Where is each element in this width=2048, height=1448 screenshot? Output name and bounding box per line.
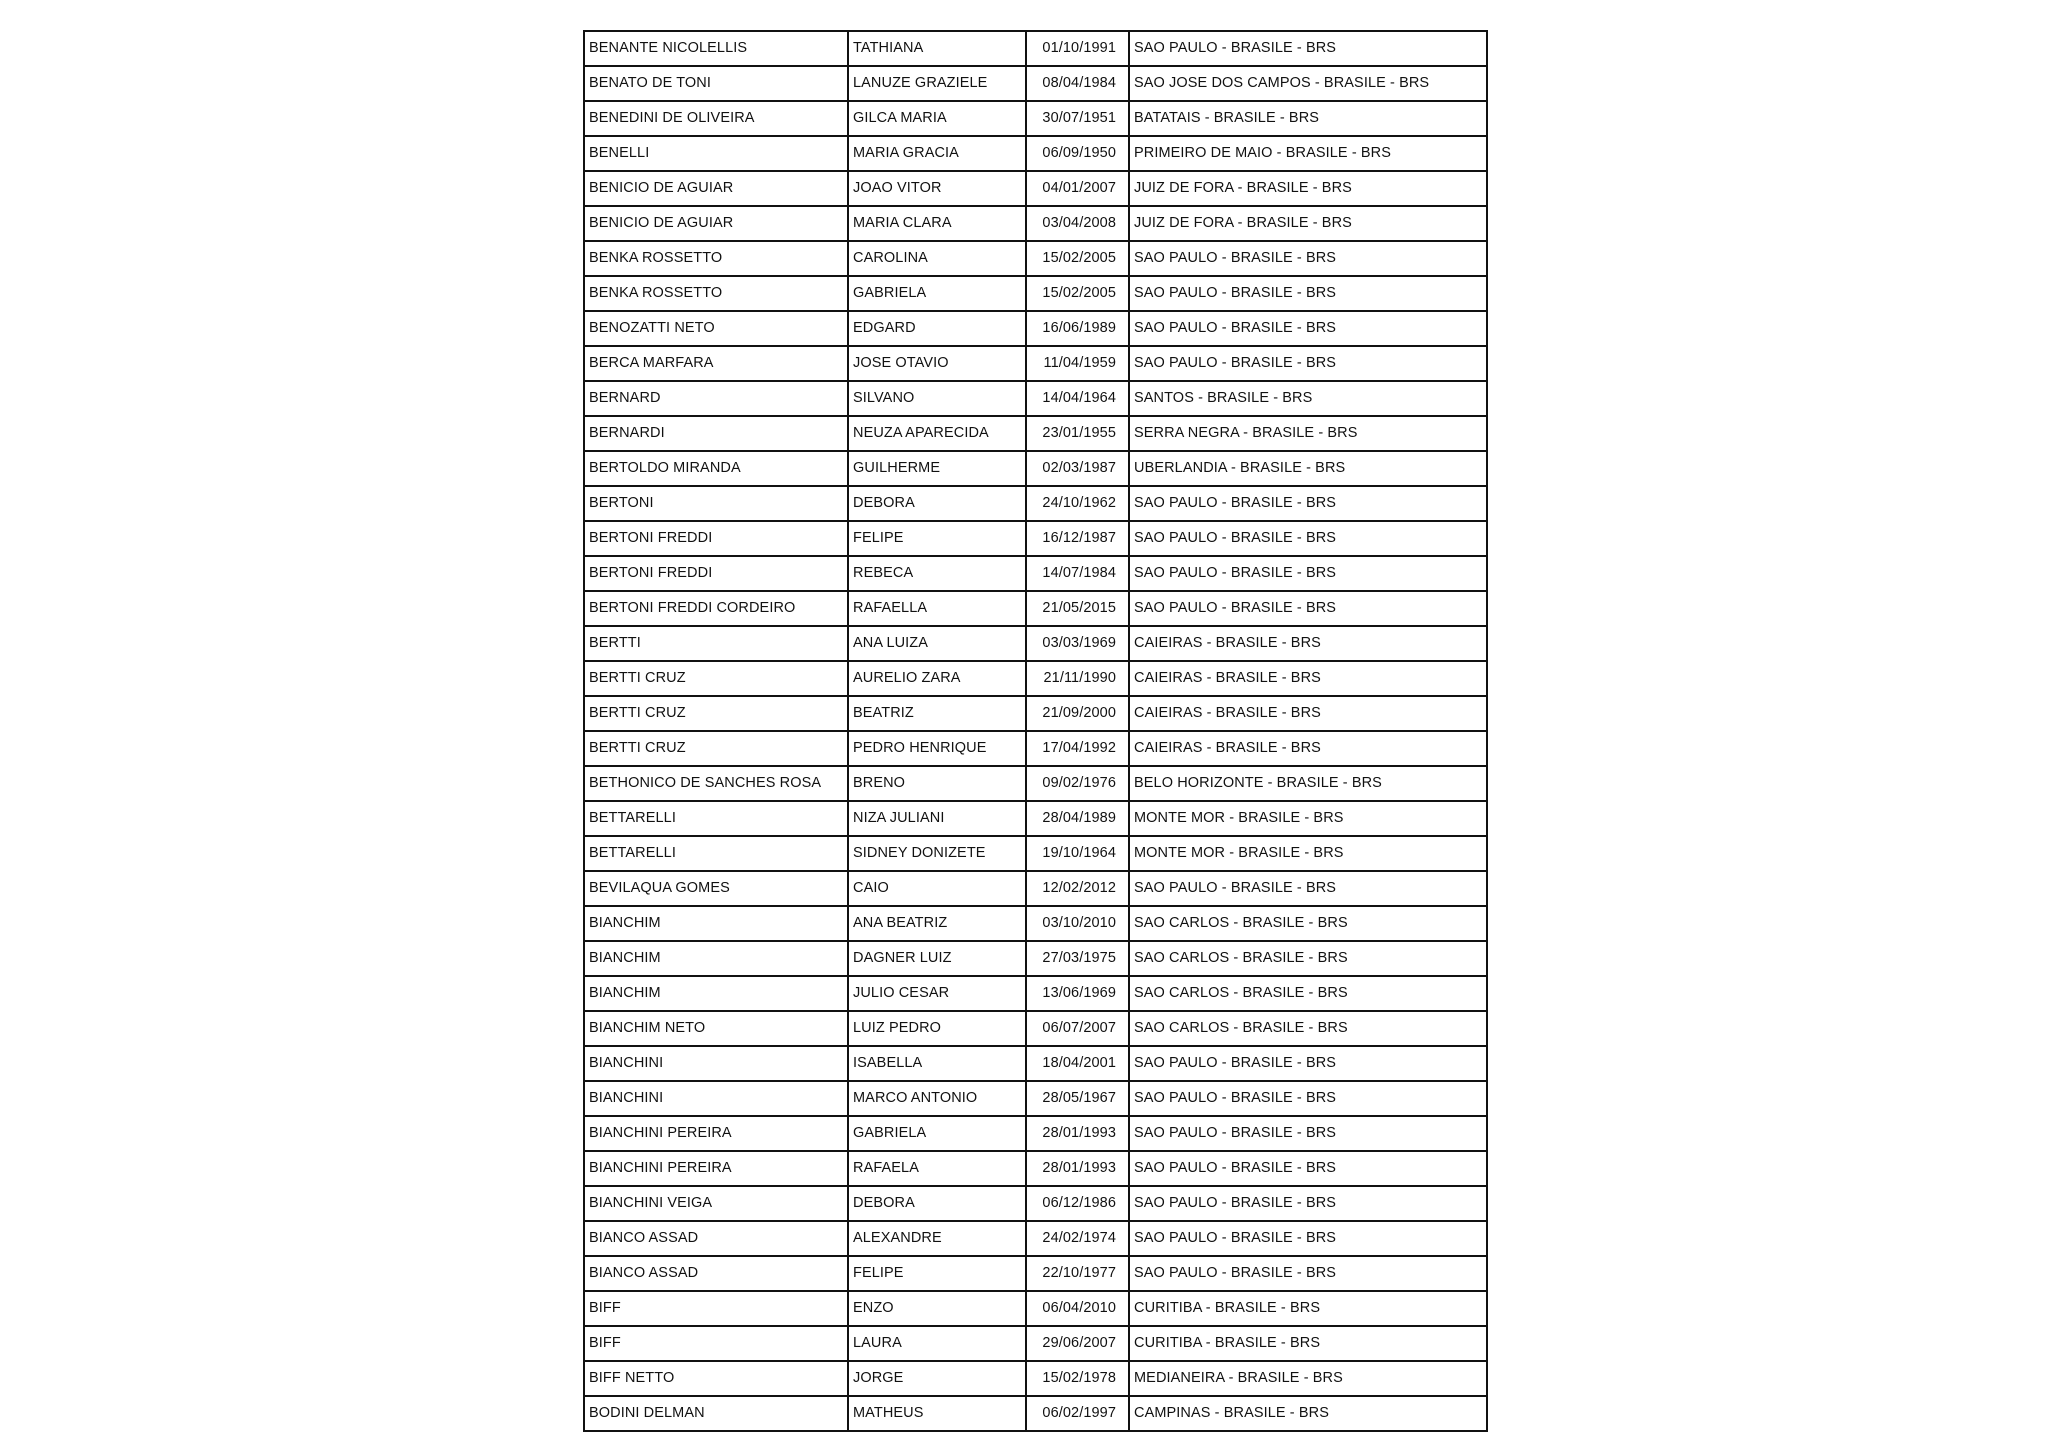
surname-cell: BODINI DELMAN — [584, 1396, 848, 1431]
surname-cell: BENICIO DE AGUIAR — [584, 206, 848, 241]
table-row — [584, 1186, 1487, 1221]
given-name-cell: ANA LUIZA — [848, 626, 1026, 661]
birthplace-cell: SAO PAULO - BRASILE - BRS — [1129, 241, 1487, 276]
birthplace-cell: SANTOS - BRASILE - BRS — [1129, 381, 1487, 416]
given-name-cell: BEATRIZ — [848, 696, 1026, 731]
birth-date-cell: 06/09/1950 — [1026, 136, 1129, 171]
birthplace-cell: BATATAIS - BRASILE - BRS — [1129, 101, 1487, 136]
birth-date-cell: 22/10/1977 — [1026, 1256, 1129, 1291]
table-row — [584, 1046, 1487, 1081]
surname-cell: BIFF — [584, 1326, 848, 1361]
table-row — [584, 1396, 1487, 1431]
surname-cell: BERTONI — [584, 486, 848, 521]
birth-date-cell: 06/12/1986 — [1026, 1186, 1129, 1221]
birth-date-cell: 16/12/1987 — [1026, 521, 1129, 556]
birth-date-cell: 02/03/1987 — [1026, 451, 1129, 486]
table-row — [584, 101, 1487, 136]
table-row — [584, 521, 1487, 556]
surname-cell: BERCA MARFARA — [584, 346, 848, 381]
table-row — [584, 346, 1487, 381]
given-name-cell: MARCO ANTONIO — [848, 1081, 1026, 1116]
given-name-cell: TATHIANA — [848, 31, 1026, 66]
given-name-cell: ANA BEATRIZ — [848, 906, 1026, 941]
surname-cell: BIANCHINI — [584, 1081, 848, 1116]
given-name-cell: NEUZA APARECIDA — [848, 416, 1026, 451]
surname-cell: BIANCHIM NETO — [584, 1011, 848, 1046]
table-row — [584, 836, 1487, 871]
surname-cell: BETTARELLI — [584, 801, 848, 836]
surname-cell: BIANCO ASSAD — [584, 1256, 848, 1291]
table-row — [584, 696, 1487, 731]
surname-cell: BERNARDI — [584, 416, 848, 451]
table-row — [584, 731, 1487, 766]
table-row — [584, 486, 1487, 521]
birth-date-cell: 03/03/1969 — [1026, 626, 1129, 661]
birth-date-cell: 11/04/1959 — [1026, 346, 1129, 381]
birthplace-cell: UBERLANDIA - BRASILE - BRS — [1129, 451, 1487, 486]
given-name-cell: CAROLINA — [848, 241, 1026, 276]
birth-date-cell: 27/03/1975 — [1026, 941, 1129, 976]
birthplace-cell: PRIMEIRO DE MAIO - BRASILE - BRS — [1129, 136, 1487, 171]
given-name-cell: LAURA — [848, 1326, 1026, 1361]
surname-cell: BENKA ROSSETTO — [584, 241, 848, 276]
surname-cell: BENICIO DE AGUIAR — [584, 171, 848, 206]
table-row — [584, 381, 1487, 416]
birthplace-cell: MEDIANEIRA - BRASILE - BRS — [1129, 1361, 1487, 1396]
given-name-cell: ALEXANDRE — [848, 1221, 1026, 1256]
table-row — [584, 276, 1487, 311]
table-row — [584, 171, 1487, 206]
birthplace-cell: SAO PAULO - BRASILE - BRS — [1129, 521, 1487, 556]
surname-cell: BERTTI CRUZ — [584, 661, 848, 696]
surname-cell: BIANCHIM — [584, 976, 848, 1011]
birth-date-cell: 13/06/1969 — [1026, 976, 1129, 1011]
birthplace-cell: SAO PAULO - BRASILE - BRS — [1129, 1186, 1487, 1221]
given-name-cell: RAFAELLA — [848, 591, 1026, 626]
birth-date-cell: 28/05/1967 — [1026, 1081, 1129, 1116]
table-row — [584, 871, 1487, 906]
surname-cell: BERTONI FREDDI — [584, 521, 848, 556]
table-row — [584, 906, 1487, 941]
birthplace-cell: CAIEIRAS - BRASILE - BRS — [1129, 626, 1487, 661]
surname-cell: BENKA ROSSETTO — [584, 276, 848, 311]
birth-date-cell: 14/07/1984 — [1026, 556, 1129, 591]
given-name-cell: RAFAELA — [848, 1151, 1026, 1186]
table-row — [584, 626, 1487, 661]
surname-cell: BIANCHINI — [584, 1046, 848, 1081]
given-name-cell: LUIZ PEDRO — [848, 1011, 1026, 1046]
given-name-cell: SILVANO — [848, 381, 1026, 416]
surname-cell: BENOZATTI NETO — [584, 311, 848, 346]
document-page — [583, 30, 1486, 1432]
surname-cell: BENATO DE TONI — [584, 66, 848, 101]
birth-date-cell: 21/11/1990 — [1026, 661, 1129, 696]
given-name-cell: AURELIO ZARA — [848, 661, 1026, 696]
given-name-cell: MATHEUS — [848, 1396, 1026, 1431]
birth-date-cell: 28/01/1993 — [1026, 1151, 1129, 1186]
table-row — [584, 801, 1487, 836]
surname-cell: BENEDINI DE OLIVEIRA — [584, 101, 848, 136]
table-row — [584, 241, 1487, 276]
table-row — [584, 1081, 1487, 1116]
given-name-cell: JULIO CESAR — [848, 976, 1026, 1011]
birthplace-cell: SAO CARLOS - BRASILE - BRS — [1129, 976, 1487, 1011]
given-name-cell: FELIPE — [848, 1256, 1026, 1291]
surname-cell: BEVILAQUA GOMES — [584, 871, 848, 906]
birth-date-cell: 18/04/2001 — [1026, 1046, 1129, 1081]
given-name-cell: GUILHERME — [848, 451, 1026, 486]
birthplace-cell: SAO CARLOS - BRASILE - BRS — [1129, 941, 1487, 976]
table-row — [584, 556, 1487, 591]
birthplace-cell: SAO PAULO - BRASILE - BRS — [1129, 556, 1487, 591]
birth-date-cell: 06/07/2007 — [1026, 1011, 1129, 1046]
given-name-cell: DAGNER LUIZ — [848, 941, 1026, 976]
birth-date-cell: 03/10/2010 — [1026, 906, 1129, 941]
given-name-cell: NIZA JULIANI — [848, 801, 1026, 836]
surname-cell: BIFF — [584, 1291, 848, 1326]
birth-date-cell: 06/04/2010 — [1026, 1291, 1129, 1326]
birth-date-cell: 15/02/2005 — [1026, 276, 1129, 311]
birth-date-cell: 16/06/1989 — [1026, 311, 1129, 346]
birth-date-cell: 21/09/2000 — [1026, 696, 1129, 731]
birth-date-cell: 09/02/1976 — [1026, 766, 1129, 801]
birth-date-cell: 24/02/1974 — [1026, 1221, 1129, 1256]
surname-cell: BERTONI FREDDI — [584, 556, 848, 591]
birthplace-cell: CURITIBA - BRASILE - BRS — [1129, 1291, 1487, 1326]
table-row — [584, 136, 1487, 171]
table-row — [584, 206, 1487, 241]
given-name-cell: FELIPE — [848, 521, 1026, 556]
birth-date-cell: 14/04/1964 — [1026, 381, 1129, 416]
birthplace-cell: CURITIBA - BRASILE - BRS — [1129, 1326, 1487, 1361]
given-name-cell: GABRIELA — [848, 1116, 1026, 1151]
birthplace-cell: CAIEIRAS - BRASILE - BRS — [1129, 731, 1487, 766]
birthplace-cell: MONTE MOR - BRASILE - BRS — [1129, 801, 1487, 836]
birthplace-cell: JUIZ DE FORA - BRASILE - BRS — [1129, 171, 1487, 206]
birthplace-cell: SAO PAULO - BRASILE - BRS — [1129, 1116, 1487, 1151]
surname-cell: BIANCHINI VEIGA — [584, 1186, 848, 1221]
given-name-cell: PEDRO HENRIQUE — [848, 731, 1026, 766]
given-name-cell: REBECA — [848, 556, 1026, 591]
given-name-cell: DEBORA — [848, 486, 1026, 521]
surname-cell: BENANTE NICOLELLIS — [584, 31, 848, 66]
birthplace-cell: SERRA NEGRA - BRASILE - BRS — [1129, 416, 1487, 451]
surname-cell: BERTTI — [584, 626, 848, 661]
birth-date-cell: 19/10/1964 — [1026, 836, 1129, 871]
surname-cell: BIFF NETTO — [584, 1361, 848, 1396]
table-row — [584, 976, 1487, 1011]
given-name-cell: MARIA CLARA — [848, 206, 1026, 241]
surname-cell: BERNARD — [584, 381, 848, 416]
table-row — [584, 1361, 1487, 1396]
birthplace-cell: SAO PAULO - BRASILE - BRS — [1129, 871, 1487, 906]
surname-cell: BIANCO ASSAD — [584, 1221, 848, 1256]
surname-cell: BIANCHIM — [584, 906, 848, 941]
table-row — [584, 1011, 1487, 1046]
given-name-cell: SIDNEY DONIZETE — [848, 836, 1026, 871]
birth-date-cell: 15/02/2005 — [1026, 241, 1129, 276]
birth-date-cell: 29/06/2007 — [1026, 1326, 1129, 1361]
birth-date-cell: 28/04/1989 — [1026, 801, 1129, 836]
birthplace-cell: CAIEIRAS - BRASILE - BRS — [1129, 696, 1487, 731]
birthplace-cell: SAO JOSE DOS CAMPOS - BRASILE - BRS — [1129, 66, 1487, 101]
birthplace-cell: MONTE MOR - BRASILE - BRS — [1129, 836, 1487, 871]
birthplace-cell: CAIEIRAS - BRASILE - BRS — [1129, 661, 1487, 696]
given-name-cell: GABRIELA — [848, 276, 1026, 311]
birthplace-cell: BELO HORIZONTE - BRASILE - BRS — [1129, 766, 1487, 801]
records-table — [583, 30, 1488, 1432]
birthplace-cell: SAO CARLOS - BRASILE - BRS — [1129, 906, 1487, 941]
surname-cell: BERTONI FREDDI CORDEIRO — [584, 591, 848, 626]
birthplace-cell: CAMPINAS - BRASILE - BRS — [1129, 1396, 1487, 1431]
birth-date-cell: 30/07/1951 — [1026, 101, 1129, 136]
surname-cell: BERTTI CRUZ — [584, 731, 848, 766]
given-name-cell: CAIO — [848, 871, 1026, 906]
table-row — [584, 311, 1487, 346]
birthplace-cell: SAO PAULO - BRASILE - BRS — [1129, 1046, 1487, 1081]
table-row — [584, 661, 1487, 696]
birth-date-cell: 21/05/2015 — [1026, 591, 1129, 626]
birth-date-cell: 15/02/1978 — [1026, 1361, 1129, 1396]
birthplace-cell: SAO PAULO - BRASILE - BRS — [1129, 1221, 1487, 1256]
birthplace-cell: SAO CARLOS - BRASILE - BRS — [1129, 1011, 1487, 1046]
birthplace-cell: SAO PAULO - BRASILE - BRS — [1129, 486, 1487, 521]
birth-date-cell: 06/02/1997 — [1026, 1396, 1129, 1431]
given-name-cell: DEBORA — [848, 1186, 1026, 1221]
given-name-cell: EDGARD — [848, 311, 1026, 346]
birthplace-cell: JUIZ DE FORA - BRASILE - BRS — [1129, 206, 1487, 241]
birth-date-cell: 03/04/2008 — [1026, 206, 1129, 241]
surname-cell: BENELLI — [584, 136, 848, 171]
given-name-cell: JORGE — [848, 1361, 1026, 1396]
birthplace-cell: SAO PAULO - BRASILE - BRS — [1129, 31, 1487, 66]
table-row — [584, 1256, 1487, 1291]
table-row — [584, 31, 1487, 66]
records-table-body — [584, 31, 1487, 1431]
table-row — [584, 1326, 1487, 1361]
surname-cell: BETHONICO DE SANCHES ROSA — [584, 766, 848, 801]
birthplace-cell: SAO PAULO - BRASILE - BRS — [1129, 1081, 1487, 1116]
table-row — [584, 416, 1487, 451]
birth-date-cell: 01/10/1991 — [1026, 31, 1129, 66]
birth-date-cell: 17/04/1992 — [1026, 731, 1129, 766]
birth-date-cell: 12/02/2012 — [1026, 871, 1129, 906]
surname-cell: BIANCHINI PEREIRA — [584, 1116, 848, 1151]
birthplace-cell: SAO PAULO - BRASILE - BRS — [1129, 276, 1487, 311]
surname-cell: BIANCHIM — [584, 941, 848, 976]
birthplace-cell: SAO PAULO - BRASILE - BRS — [1129, 311, 1487, 346]
birth-date-cell: 23/01/1955 — [1026, 416, 1129, 451]
given-name-cell: MARIA GRACIA — [848, 136, 1026, 171]
given-name-cell: JOSE OTAVIO — [848, 346, 1026, 381]
birth-date-cell: 08/04/1984 — [1026, 66, 1129, 101]
table-row — [584, 451, 1487, 486]
table-row — [584, 1151, 1487, 1186]
given-name-cell: LANUZE GRAZIELE — [848, 66, 1026, 101]
birth-date-cell: 04/01/2007 — [1026, 171, 1129, 206]
surname-cell: BIANCHINI PEREIRA — [584, 1151, 848, 1186]
given-name-cell: BRENO — [848, 766, 1026, 801]
table-row — [584, 1116, 1487, 1151]
table-row — [584, 941, 1487, 976]
surname-cell: BERTOLDO MIRANDA — [584, 451, 848, 486]
given-name-cell: ENZO — [848, 1291, 1026, 1326]
surname-cell: BETTARELLI — [584, 836, 848, 871]
table-row — [584, 1291, 1487, 1326]
table-row — [584, 766, 1487, 801]
given-name-cell: JOAO VITOR — [848, 171, 1026, 206]
table-row — [584, 66, 1487, 101]
birthplace-cell: SAO PAULO - BRASILE - BRS — [1129, 591, 1487, 626]
birth-date-cell: 24/10/1962 — [1026, 486, 1129, 521]
birthplace-cell: SAO PAULO - BRASILE - BRS — [1129, 1256, 1487, 1291]
table-row — [584, 1221, 1487, 1256]
given-name-cell: ISABELLA — [848, 1046, 1026, 1081]
table-row — [584, 591, 1487, 626]
birthplace-cell: SAO PAULO - BRASILE - BRS — [1129, 346, 1487, 381]
given-name-cell: GILCA MARIA — [848, 101, 1026, 136]
surname-cell: BERTTI CRUZ — [584, 696, 848, 731]
birth-date-cell: 28/01/1993 — [1026, 1116, 1129, 1151]
birthplace-cell: SAO PAULO - BRASILE - BRS — [1129, 1151, 1487, 1186]
